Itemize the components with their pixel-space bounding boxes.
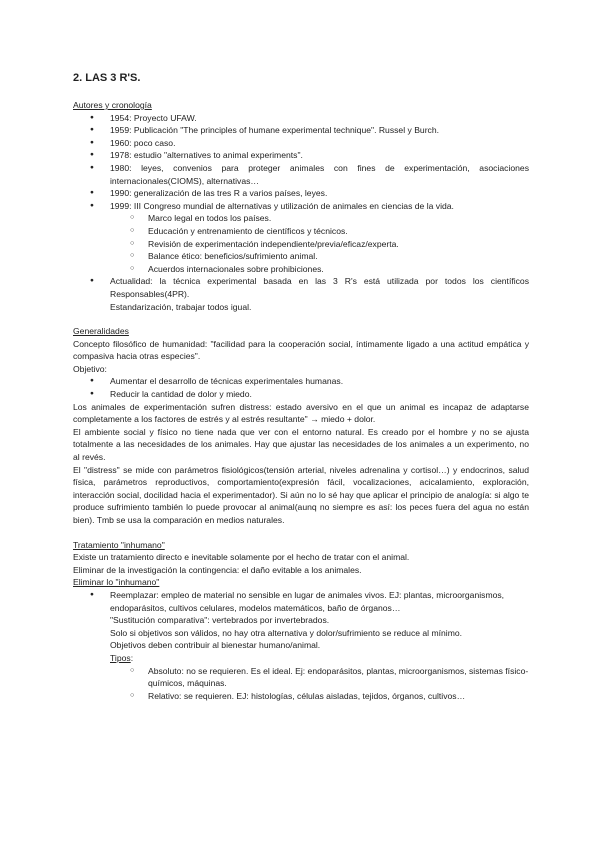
tipos-label-text: Tipos: [110, 652, 131, 663]
list-item: [73, 200, 529, 276]
paragraph-distress: Los animales de experimentación sufren distress: estado aversivo en el que un animal es incapaz de adaptarse completamente a los factores de estrés y al estrés resultante" → miedo + dolor.: [73, 401, 529, 425]
tipos-label: [110, 652, 529, 665]
eliminar-list: [73, 589, 529, 702]
list-item: ● Aumentar el desarrollo de técnicas experimentales humanas.: [73, 375, 529, 388]
tratamiento-line-1: Existe un tratamiento directo e inevitable solamente por el hecho de tratar con el animal.: [73, 552, 410, 563]
sublist-item: ○ Absoluto: no se requieren. Es el ideal. Ej: endoparásitos, plantas, microorganismos, sistemas físico-químicos, máquinas.: [130, 665, 529, 690]
sublist: [110, 212, 529, 275]
sublist-item: ○ Revisión de experimentación independiente/previa/eficaz/experta.: [130, 238, 529, 251]
list-item: ● 1990: generalización de las tres R a varios países, leyes.: [73, 187, 529, 200]
autores-list: [73, 112, 529, 314]
page-title: 2. LAS 3 R'S.: [73, 72, 141, 84]
section-heading-autores: Autores y cronología: [73, 100, 152, 110]
document-page: [73, 72, 529, 702]
sublist-item: ○ Relativo: se requieren. EJ: histologías, células aisladas, tejidos, órganos, cultivos…: [130, 690, 529, 703]
concepto-paragraph: Concepto filosófico de humanidad: "facilidad para la cooperación social, íntimamente ligado a una actitud empática y compasiva hacia otras especies".: [73, 338, 529, 362]
sublist-item: ○ Balance ético: beneficios/sufrimiento animal.: [130, 250, 529, 263]
section-heading-generalidades: Generalidades: [73, 326, 129, 337]
actualidad-note: Estandarización, trabajar todos igual.: [110, 301, 252, 312]
list-item: ● Reducir la cantidad de dolor y miedo.: [73, 388, 529, 401]
list-item: ● 1959: Publicación "The principles of humane experimental technique". Russel y Burch.: [73, 124, 529, 137]
tratamiento-line-2: Eliminar de la investigación la contingencia: el daño evitable a los animales.: [73, 564, 362, 575]
list-item: [73, 589, 529, 702]
sublist-item: ○ Acuerdos internacionales sobre prohibiciones.: [130, 263, 529, 276]
tipos-sublist: [110, 665, 529, 703]
list-item-text: 1999: III Congreso mundial de alternativas y utilización de animales en ciencias de la vida.: [110, 200, 454, 211]
section-heading-tratamiento: Tratamiento "inhumano": [73, 539, 165, 550]
section-heading-eliminar: Eliminar lo "inhumano": [73, 577, 160, 588]
actualidad-text: ● Actualidad: la técnica experimental basada en las 3 R's está utilizada por todos los científicos Responsables(4PR).: [110, 276, 529, 299]
list-item: [73, 275, 529, 313]
sublist-item: ○ Educación y entrenamiento de científicos y técnicos.: [130, 225, 529, 238]
list-item: ● 1980: leyes, convenios para proteger animales con fines de experimentación, asociaciones internacionales(CIOMS), alternativas…: [73, 162, 529, 187]
objetivos-list: [73, 375, 529, 400]
objetivo-label: Objetivo:: [73, 363, 107, 374]
tipos-colon: :: [130, 652, 134, 663]
paragraph-parametros: El "distress" se mide con parámetros fisiológicos(tensión arterial, niveles adrenalina y cortisol…) y endocrinos, salud física, parámetros reproductivos, comportamiento(expresión fácil, vocalizaciones, acicalamiento, exploración, interacción social, docilidad hacia el experimentador). Si aún no lo sé hay que aplicar el principio de analogía: si algo te produce sufrimiento también lo puede provocar al animal(aunq no siempre es así: los peces fuera del agua no están bien). Tmb se usa la comparación en medios naturales.: [73, 464, 529, 525]
sustitucion-text: "Sustitución comparativa": vertebrados por invertebrados.: [110, 615, 330, 626]
list-item: ● 1978: estudio "alternatives to animal experiments".: [73, 149, 529, 162]
paragraph-ambiente: El ambiente social y físico no tiene nada que ver con el entorno natural. Es creado por el hombre y no se ajusta totalmente a las necesidades de los animales. Hay que ajustar las necesidades de los animales a un experimento, no al revés.: [73, 426, 529, 463]
reemplazar-text: ● Reemplazar: empleo de material no sensible en lugar de animales vivos. EJ: plantas, microorganismos, endoparásitos, cultivos celulares, modelos matemáticos, baño de órganos…: [110, 589, 505, 613]
solo-text: Solo si objetivos son válidos, no hay otra alternativa y dolor/sufrimiento se reduce al mínimo.: [110, 627, 463, 638]
sublist-item: ○ Marco legal en todos los países.: [130, 212, 529, 225]
objetivos-text: Objetivos deben contribuir al bienestar humano/animal.: [110, 640, 321, 651]
list-item: ● 1954: Proyecto UFAW.: [73, 112, 529, 125]
list-item: ● 1960: poco caso.: [73, 137, 529, 150]
